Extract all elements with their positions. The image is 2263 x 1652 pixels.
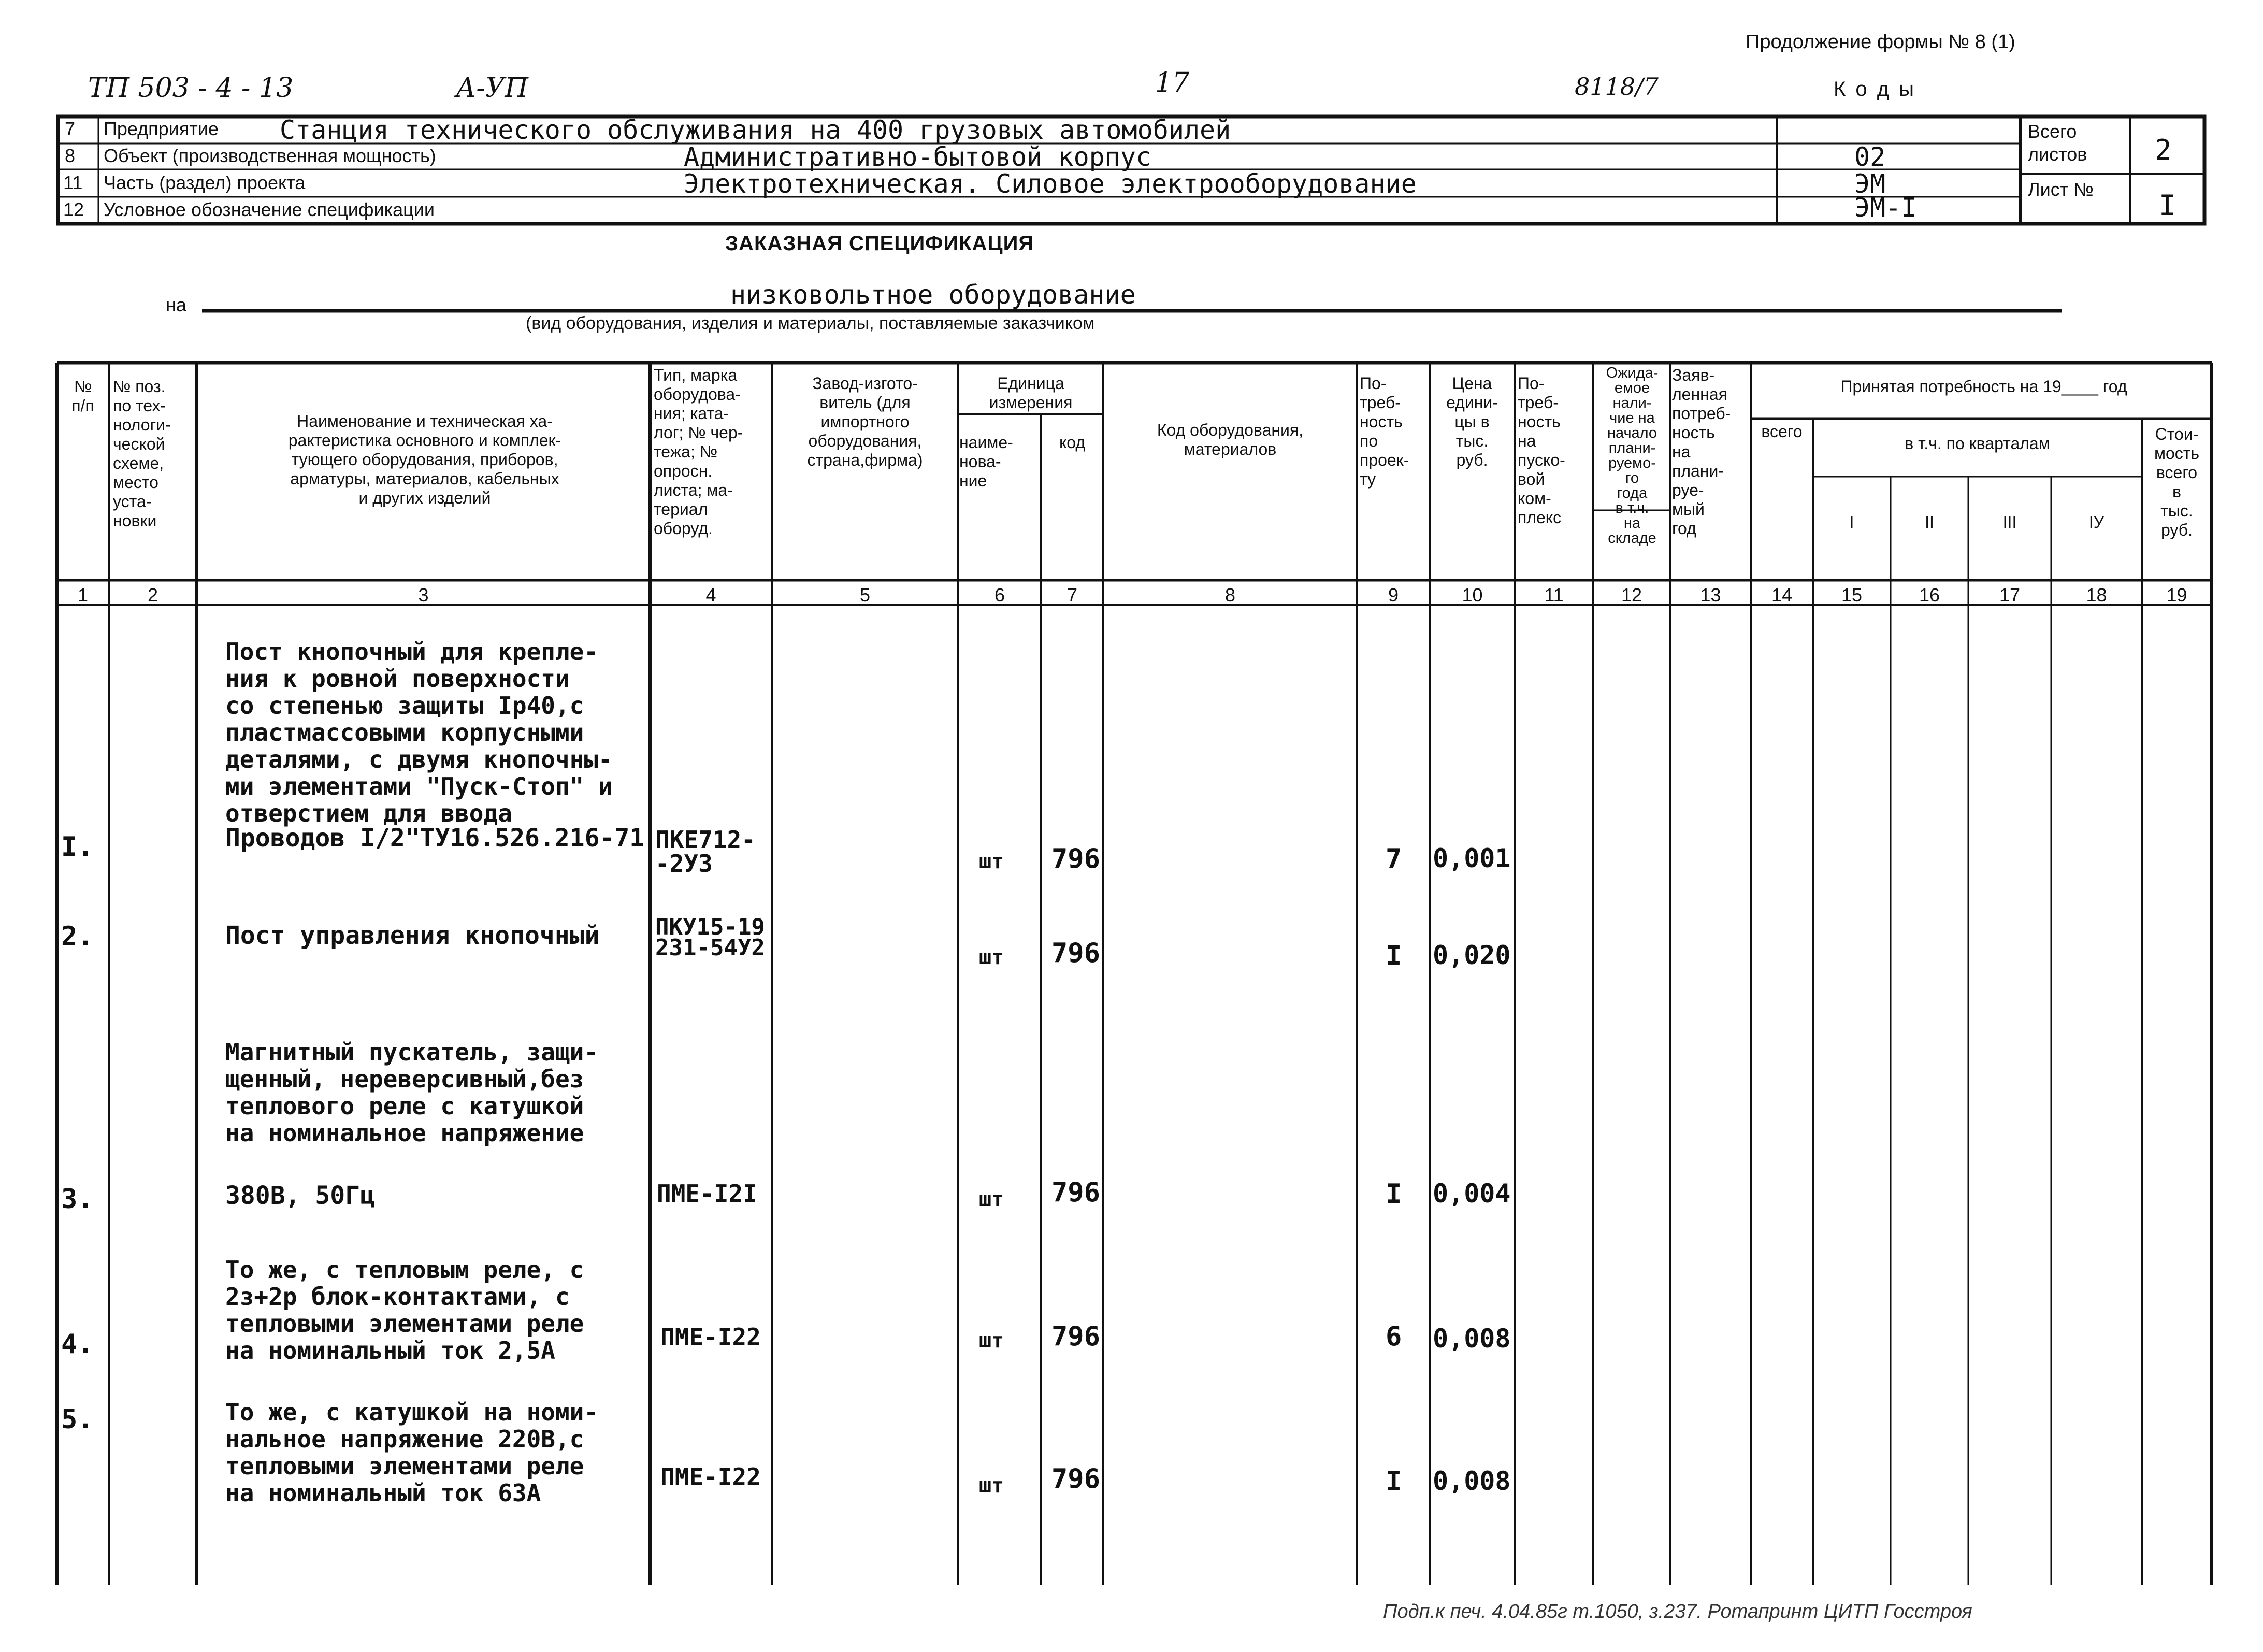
header-col-8: Код оборудования, материалов	[1157, 421, 1304, 458]
form-continuation: Продолжение формы № 8 (1)	[1746, 31, 2015, 53]
header-unit-group: Единица измерения	[989, 374, 1073, 412]
item-unit-code: 796	[1051, 938, 1100, 969]
item-price: 0,008	[1433, 1466, 1511, 1496]
row-number: 3.	[61, 1184, 94, 1215]
item-unit: шт	[979, 1329, 1004, 1353]
item-qty: I	[1386, 1466, 1402, 1497]
col-number-14: 14	[1771, 584, 1793, 606]
intro-text-push-button-post: Пост кнопочный для крепле- ния к ровной поверхности со степенью защиты Ip40,с пластмассовыми корпусными деталями, с двумя кнопочны- ми элементами "Пуск-Стоп" и отверстием для ввода	[225, 638, 613, 827]
spec-title: ЗАКАЗНАЯ СПЕЦИФИКАЦИЯ	[725, 232, 1034, 255]
page-number: 17	[1155, 67, 1190, 98]
col-number-18: 18	[2086, 584, 2107, 606]
header-col-19: Стои- мость всего в тыс. руб.	[2154, 425, 2200, 539]
col-number-10: 10	[1462, 584, 1483, 606]
title-row-8-label: Объект (производственная мощность)	[104, 145, 436, 166]
header-col-11: По- треб- ность на пуско- вой ком- плекс	[1518, 374, 1565, 527]
item-name: Проводов I/2"ТУ16.526.216-71	[225, 824, 645, 853]
album-code: А-УП	[456, 73, 528, 104]
total-sheets-value: 2	[2155, 134, 2172, 166]
header-col-6: наиме- нова- ние	[959, 433, 1013, 490]
header-col-14: всего	[1761, 422, 1803, 441]
item-price: 0,001	[1433, 843, 1511, 873]
item-unit-code: 796	[1051, 843, 1100, 874]
header-quarters: в т.ч. по кварталам	[1905, 434, 2050, 453]
project-part-code: ЭМ	[1854, 169, 1886, 199]
title-row-12-num: 12	[63, 199, 84, 220]
item-unit-code: 796	[1051, 1463, 1100, 1495]
sheet-no-value: I	[2159, 189, 2176, 222]
item-unit-code: 796	[1051, 1177, 1100, 1208]
item-qty: 7	[1386, 843, 1402, 874]
row-number: I.	[61, 831, 94, 863]
header-col-12: Ожида- емое нали- чие на начало плани- руемо- го года в т.ч. на складе	[1606, 365, 1659, 547]
col-number-17: 17	[1999, 584, 2021, 606]
item-unit: шт	[979, 850, 1004, 873]
item-qty: 6	[1386, 1321, 1402, 1352]
header-q1: I	[1849, 513, 1854, 531]
item-type: ПКУ15-19 231-54У2	[655, 914, 765, 961]
spec-subject-note: (вид оборудования, изделия и материалы, поставляемые заказчиком	[526, 313, 1095, 333]
header-q4: IУ	[2088, 513, 2105, 531]
sheet-no-label: Лист №	[2028, 179, 2094, 200]
enterprise-name: Станция технического обслуживания на 400 грузовых автомобилей	[280, 115, 1231, 145]
title-row-11-num: 11	[63, 172, 83, 193]
item-type: ПМЕ-I2I	[657, 1180, 757, 1208]
header-col-13: Заяв- ленная потреб- ность на плани- руе- мый год	[1672, 366, 1731, 538]
header-accepted: Принятая потребность на 19____ год	[1840, 377, 2127, 396]
item-name: То же, с тепловым реле, с 2з+2р блок-контактами, с тепловыми элементами реле на номинальный ток 2,5А	[225, 1256, 584, 1364]
col-number-16: 16	[1919, 584, 1940, 606]
header-col-3: Наименование и техническая ха- рактеристика основного и комплек- тующего оборудования, приборов, арматуры, материалов, кабельных и других изделий	[288, 412, 561, 507]
doc-code: ТП 503 - 4 - 13	[88, 73, 294, 104]
title-row-7-num: 7	[65, 118, 76, 139]
item-price: 0,004	[1433, 1179, 1511, 1209]
item-unit: шт	[979, 1474, 1004, 1498]
header-q3: III	[2002, 513, 2017, 531]
item-unit: шт	[979, 945, 1004, 969]
inventory-number: 8118/7	[1575, 73, 1659, 100]
header-q2: II	[1925, 513, 1934, 531]
header-col-9: По- треб- ность по проек- ту	[1360, 374, 1409, 489]
col-number-19: 19	[2166, 584, 2187, 606]
header-col-2: № поз. по тех- нологи- ческой схеме, место уста- новки	[113, 377, 171, 530]
title-row-8-num: 8	[65, 145, 76, 166]
col-number-5: 5	[859, 584, 871, 606]
row-number: 5.	[61, 1404, 94, 1435]
item-qty: I	[1386, 1179, 1402, 1210]
col-number-12: 12	[1621, 584, 1642, 606]
title-row-7-label: Предприятие	[104, 118, 219, 139]
object-code: 02	[1854, 142, 1886, 172]
spec-subject: низковольтное оборудование	[730, 280, 1136, 310]
col-number-1: 1	[77, 584, 89, 606]
col-number-8: 8	[1224, 584, 1236, 606]
col-number-9: 9	[1388, 584, 1399, 606]
item-type: ПМЕ-I22	[660, 1323, 761, 1351]
intro-text-magnetic-starter: Магнитный пускатель, защи- щенный, нереверсивный,без теплового реле с катушкой на номинальное напряжение	[225, 1038, 599, 1147]
object-name: Административно-бытовой корпус	[684, 142, 1152, 172]
header-col-5: Завод-изгото- витель (для импортного оборудования, страна,фирма)	[807, 374, 923, 469]
row-number: 2.	[61, 921, 94, 952]
item-qty: I	[1386, 940, 1402, 971]
col-number-15: 15	[1841, 584, 1863, 606]
header-col-4: Тип, марка оборудова- ния; ката- лог; № чер- тежа; № опросн. листа; ма- териал оборуд.	[654, 366, 743, 538]
row-number: 4.	[61, 1329, 94, 1360]
spec-on-label: на	[166, 294, 186, 315]
title-row-12-label: Условное обозначение спецификации	[104, 199, 435, 220]
header-col-7: код	[1059, 433, 1086, 452]
total-sheets-label: Всего листов	[2028, 121, 2087, 165]
spec-designation-code: ЭМ-I	[1854, 193, 1917, 223]
item-name: 380В, 50Гц	[225, 1181, 375, 1210]
col-number-2: 2	[147, 584, 158, 606]
header-col-1: № п/п	[71, 377, 94, 415]
item-price: 0,008	[1433, 1324, 1511, 1354]
col-number-7: 7	[1066, 584, 1078, 606]
title-row-11-label: Часть (раздел) проекта	[104, 172, 306, 193]
col-number-6: 6	[994, 584, 1005, 606]
item-price: 0,020	[1433, 940, 1511, 970]
item-name: Пост управления кнопочный	[225, 921, 600, 950]
item-unit-code: 796	[1051, 1321, 1100, 1352]
item-unit: шт	[979, 1187, 1004, 1211]
item-type: ПМЕ-I22	[660, 1463, 761, 1491]
item-type: ПКЕ712- -2УЗ	[655, 826, 756, 878]
project-part: Электротехническая. Силовое электрооборудование	[684, 169, 1417, 199]
print-note: Подп.к печ. 4.04.85г т.1050, з.237. Ротапринт ЦИТП Госстроя	[1383, 1601, 1972, 1622]
col-number-11: 11	[1544, 584, 1564, 606]
header-col-10: Цена едини- цы в тыс. руб.	[1446, 374, 1498, 469]
col-number-3: 3	[418, 584, 429, 606]
item-name: То же, с катушкой на номи- нальное напряжение 220В,с тепловыми элементами реле на номинальный ток 63А	[225, 1398, 599, 1507]
col-number-4: 4	[705, 584, 716, 606]
col-number-13: 13	[1700, 584, 1721, 606]
codes-label: К о д ы	[1834, 78, 1916, 100]
